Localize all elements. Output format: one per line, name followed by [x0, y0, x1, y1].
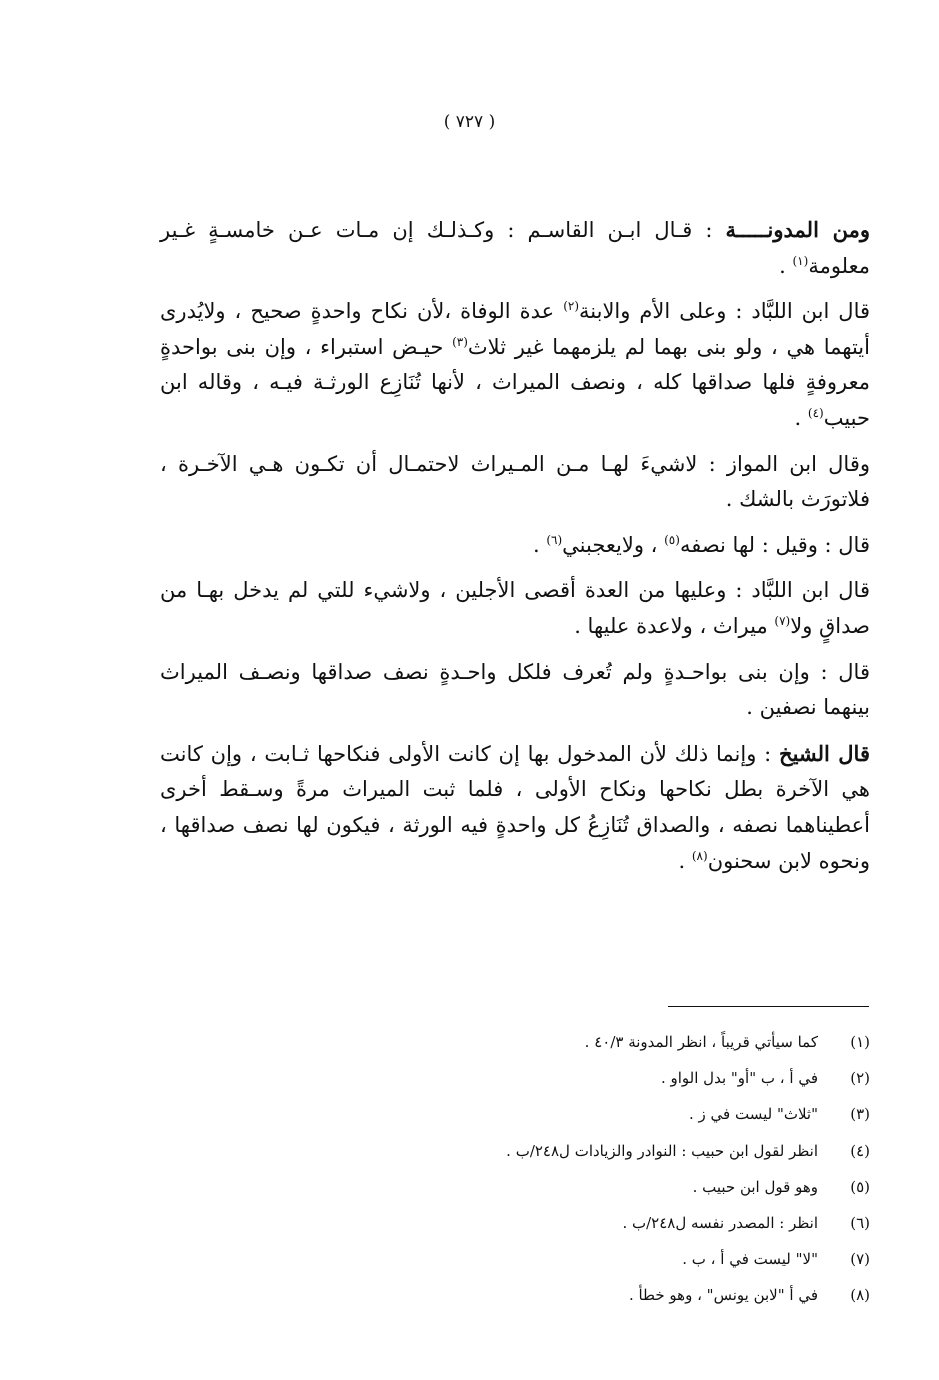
footnote — [300, 1277, 870, 1313]
paragraph-text: حيـض استبراء ، وإن بنى بواحدةٍ معروفةٍ فلها صداقها كله ، ونصف الميراث ، لأنها تُنَازِع الورثـة فيـه ، وقاله ابن حبيب — [160, 334, 870, 430]
footnote-number: (٥) — [850, 1177, 870, 1196]
paragraph — [160, 573, 870, 644]
paragraph — [160, 655, 870, 726]
footnotes — [300, 1024, 870, 1314]
footnote — [300, 1169, 870, 1205]
footnote-ref: (٦) — [546, 532, 563, 547]
footnote-text: كما سيأتي قريباً ، انظر المدونة ٤٠/٣ . — [584, 1033, 818, 1051]
footnote-ref: (٣) — [452, 334, 468, 349]
paragraph-lead: قال الشيخ — [779, 740, 870, 766]
paragraph-text: ، ولايعجبني — [562, 532, 665, 557]
body-text — [160, 212, 870, 879]
page-number: ( ٧٢٧ ) — [443, 112, 496, 132]
paragraph — [160, 212, 870, 284]
paragraph-text: عدة الوفاة ،لأن نكاح واحدةٍ صحيح ، ولايُدرى أيتهما هي ، ولو بنى بهما لم يلزمهما غير ثلاث — [160, 299, 870, 359]
paragraph — [160, 447, 870, 518]
footnote-text: انظر لقول ابن حبيب : النوادر والزيادات ل٢٤٨/ب . — [506, 1141, 818, 1160]
paragraph-text: : وإنما ذلك لأن المدخول بها إن كانت الأولى فنكاحها ثـابت ، وإن كانت هي الآخرة بطل نكاحها ونكاح الأولى ، فلما ثبت الميراث مرةً وسـقط أخرى أعطيناهما نصفه ، والصداق تُنَازِعُ كل واحدةٍ فيه الورثة ، فيكون لها نصف صداقها ، ونحوه لابن سحنون — [160, 741, 870, 873]
paragraph-text: قال ابن اللبَّاد : وعليها من العدة أقصى الأجلين ، ولاشيء للتي لم يدخل بهـا من صداقٍ ولا — [160, 578, 870, 638]
footnote — [300, 1096, 870, 1132]
footnote-number: (٧) — [850, 1250, 870, 1269]
footnote-ref: (١) — [792, 253, 809, 268]
footnote — [300, 1133, 870, 1169]
paragraph — [160, 294, 870, 436]
paragraph-text: : قـال ابـن القاسـم : وكـذلـك إن مـات عـن خامسـةٍ غـير معلومة — [160, 218, 870, 278]
paragraph-text: . — [532, 532, 547, 557]
footnote-ref: (٧) — [774, 613, 791, 628]
footnote-text: "لا" ليست في أ ، ب . — [682, 1250, 818, 1269]
footnote-ref: (٨) — [691, 848, 708, 863]
paragraph-text: قال : وقيل : لها نصفه — [679, 532, 870, 557]
footnote-ref: (٥) — [664, 532, 680, 547]
footnote — [300, 1060, 870, 1096]
paragraph-text: . — [779, 253, 793, 278]
footnote-text: "ثلاث" ليست في ز . — [688, 1105, 818, 1124]
footnote-number: (٦) — [850, 1214, 870, 1233]
paragraph-text: قال ابن اللبَّاد : وعلى الأم والابنة — [579, 299, 871, 324]
footnote-text: في أ ، ب "أو" بدل الواو . — [660, 1069, 818, 1088]
footnote — [300, 1205, 870, 1241]
footnote-text: في أ "لابن يونس" ، وهو خطأ . — [628, 1286, 818, 1305]
paragraph — [160, 528, 870, 564]
footnote-text: انظر : المصدر نفسه ل٢٤٨/ب . — [622, 1214, 818, 1233]
footnote-number: (١) — [850, 1033, 870, 1051]
footnote-number: (٣) — [850, 1105, 870, 1124]
footnote — [300, 1241, 870, 1277]
paragraph-text: . — [678, 848, 692, 873]
footnote — [300, 1024, 870, 1060]
paragraph-text: ميراث ، ولاعدة عليها . — [574, 613, 775, 638]
footnote-text: وهو قول ابن حبيب . — [692, 1177, 818, 1196]
footnote-divider — [668, 1006, 869, 1007]
paragraph-text: وقال ابن المواز : لاشيءَ لهـا مـن المـيراث لاحتمـال أن تكـون هـي الآخـرة ، فلاتورَث بالشك . — [160, 451, 870, 512]
footnote-number: (٤) — [850, 1141, 870, 1160]
paragraph-text: . — [794, 405, 808, 430]
footnote-number: (٨) — [850, 1286, 870, 1305]
paragraph — [160, 736, 870, 879]
paragraph-text: قال : وإن بنى بواحـدةٍ ولم تُعرف فلكل واحـدةٍ نصف صداقها ونصـف الميراث بينهما نصفين . — [160, 659, 870, 720]
paragraph-lead: ومن المدونـــــة — [725, 217, 870, 242]
footnote-ref: (٢) — [563, 299, 580, 314]
footnote-ref: (٤) — [807, 405, 824, 420]
footnote-number: (٢) — [850, 1069, 870, 1088]
